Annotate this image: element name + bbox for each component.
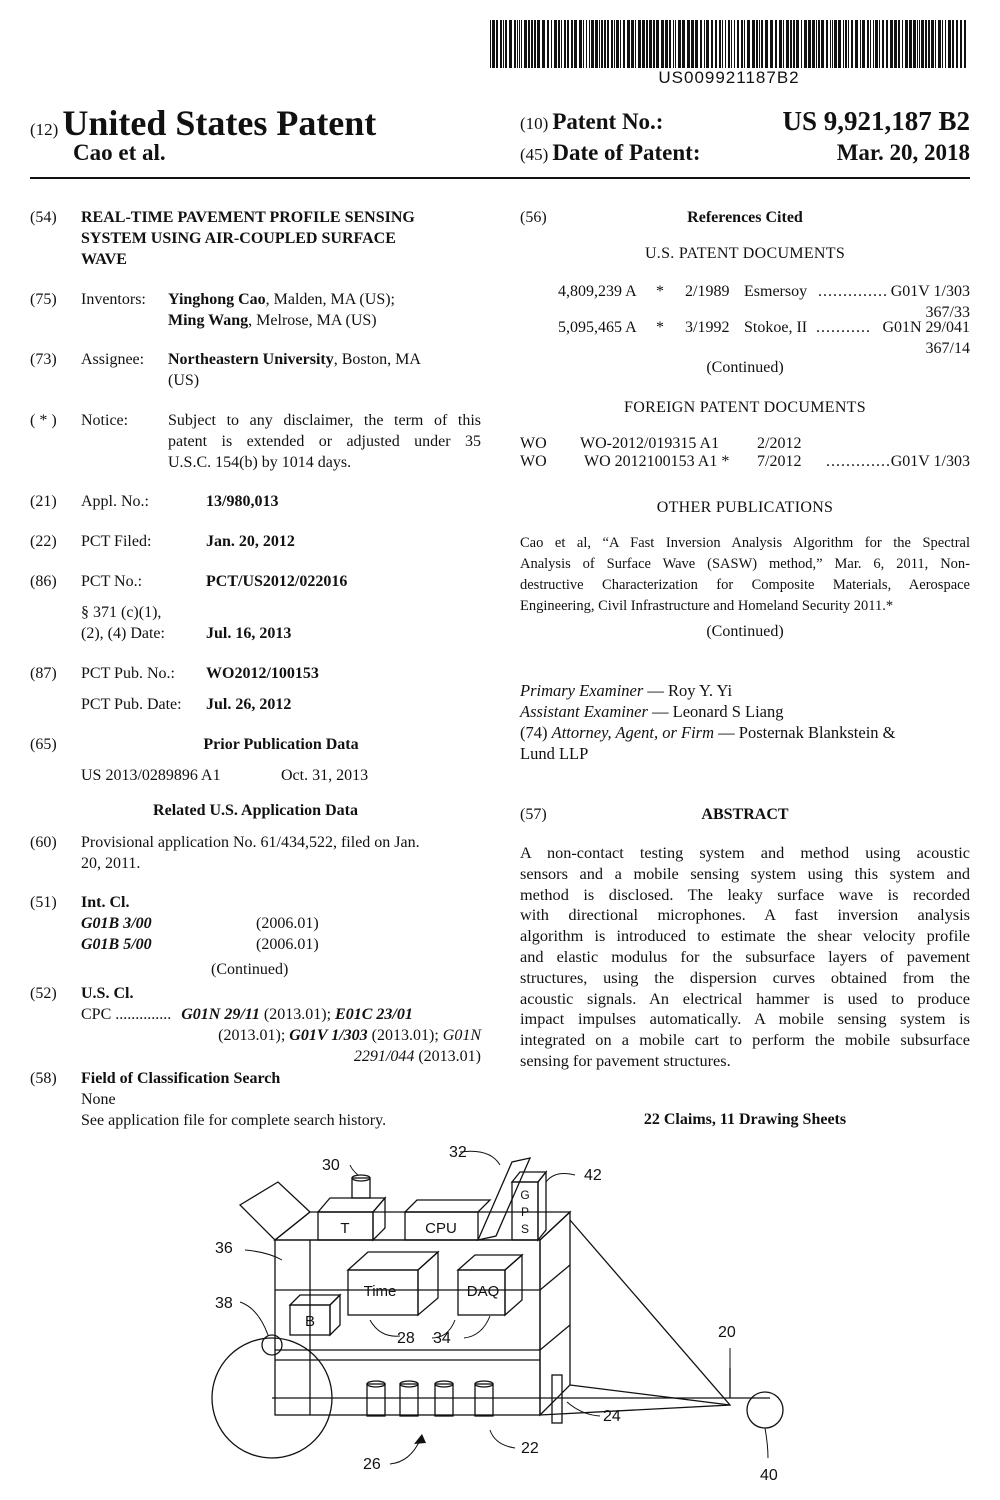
assistant-examiner: — Leonard S Liang [647,702,784,721]
refs-continued: (Continued) [706,359,784,376]
intcl-class: G01B 5/00 [81,936,152,953]
abstract-line: algorithm is introduced to estimate the shear velocity profile [520,926,970,946]
abstract-line: with directional microphones. A fast inversion analysis [520,905,970,925]
abstract-line: integrated on a mobile cart to perform the mobile subsurface [520,1030,970,1050]
claims-summary: 22 Claims, 11 Drawing Sheets [643,1111,847,1128]
attorney-label: Attorney, Agent, or Firm [551,723,715,742]
ref-34: 34 [433,1330,451,1347]
abstract-line: sensors and a mobile sensing system using this system and [520,863,970,883]
b-box-top [290,1295,340,1305]
provisional-code: (60) [30,834,57,851]
gps-box-top [512,1172,546,1182]
notice-code: ( * ) [30,412,57,429]
kind-title: United States Patent [62,103,377,143]
ref-22: 22 [521,1440,539,1457]
barcode-number: US009921187B2 [658,68,800,87]
abstract-heading: ABSTRACT [701,806,789,823]
pct-no-label: PCT No.: [81,573,143,590]
prior-code: (65) [30,736,57,753]
notice-line: Subject to any disclaimer, the term of this [168,412,481,429]
patent-figure [200,1140,800,1490]
cpc-line-2 [81,1025,481,1046]
time-label: Time [363,1283,397,1300]
inventors-short: Cao et al. [73,140,166,165]
title-line: WAVE [81,251,127,268]
abstract-line: method is disclosed. The leaky surface wave is recorded [520,884,970,904]
inventors-code: (75) [30,291,57,308]
cpc-version: (2013.01); [259,1006,336,1023]
date-code: (45) [520,145,549,164]
inventors-value [168,289,395,331]
us-doc-number: 5,095,465 A [558,319,637,336]
other-pubs-line: Engineering, Civil Infrastructure and Homeland Security 2011.* [520,598,894,614]
abstract-line: acoustic signals. An electrical hammer is used to produce [520,988,970,1008]
pct-pub-number: WO2012/100153 [206,665,319,682]
date-label: Date of Patent: [552,140,701,165]
ref-38: 38 [215,1295,233,1312]
related-heading: Related U.S. Application Data [153,802,358,819]
inventor-name: Ming Wang [168,312,249,329]
intcl-class: G01B 3/00 [81,915,152,932]
patent-no-label: Patent No.: [552,109,664,134]
title-line: SYSTEM USING AIR-COUPLED SURFACE [81,230,396,247]
other-pubs-heading: OTHER PUBLICATIONS [656,499,834,516]
leader-lines [240,1151,768,1464]
assignee-name: Northeastern University [168,351,334,368]
other-pubs-line: destructive Characterization for Composite Materials, Aerospace [520,577,970,593]
ref-42: 42 [584,1167,602,1184]
primary-examiner: — Roy Y. Yi [643,681,733,700]
gps-label-s: S [520,1222,530,1236]
foreign-doc-country: WO [520,453,547,470]
foreign-doc-date: 2/2012 [757,435,802,452]
daq-box-side [505,1255,522,1315]
barcode [490,20,968,68]
ref-24: 24 [603,1408,621,1425]
s371-label: § 371 (c)(1), [81,604,162,621]
us-doc-class: G01V 1/303 [890,283,970,300]
abstract-line: impact impulses automatically. A mobile sensing system is [520,1009,970,1029]
cart-side-line [540,1265,570,1290]
pct-pub-label: PCT Pub. No.: [81,665,175,682]
cpc-version: (2013.01); [218,1027,290,1044]
appl-code: (21) [30,493,57,510]
cpc-class: G01N 29/11 [181,1006,260,1023]
other-pubs-text [520,533,970,617]
header-rule [30,177,970,179]
other-pubs-continued: (Continued) [706,623,784,640]
inventor-name: Yinghong Cao [168,291,266,308]
cpc-version: (2013.01) [414,1048,481,1065]
t-box-side [373,1198,385,1240]
us-doc-date: 3/1992 [685,319,730,336]
uscl-label: U.S. Cl. [81,985,134,1002]
inventor-location: , Melrose, MA (US) [248,312,377,329]
abstract-line: A non-contact testing system and method using acoustic [520,843,970,862]
ref-40: 40 [760,1467,778,1484]
inventor-location: , Malden, MA (US); [265,291,395,308]
assistant-examiner-label: Assistant Examiner [520,702,648,721]
pct-number: PCT/US2012/022016 [206,573,348,590]
kind-code: (12) [30,120,59,139]
foreign-doc-class: G01V 1/303 [890,453,970,470]
pct-pub-date: Jul. 26, 2012 [206,696,292,713]
cpu-box-top [405,1200,490,1212]
inventors-label: Inventors: [81,291,146,308]
us-doc-star: * [656,319,664,336]
daq-box-top [458,1255,522,1270]
abstract-line: sensing for pavement structures. [520,1050,731,1070]
other-pubs-line: Analysis of Surface Wave (SASW) method,” Mar. 6, 2011, Non- [520,556,970,572]
cpc-label: CPC .............. [81,1006,172,1023]
tow-bar-line [570,1385,730,1405]
us-doc-name: Esmersoy [744,283,808,300]
date-line [520,140,970,166]
appl-number: 13/980,013 [206,493,279,510]
field-note: See application file for complete search history. [81,1112,387,1129]
provisional-line: 20, 2011. [81,855,141,872]
ref-28: 28 [397,1330,415,1347]
cart-side-line [540,1325,570,1350]
time-box-top [348,1252,438,1270]
prior-heading: Prior Publication Data [203,736,359,753]
assignee-country: (US) [168,372,200,389]
pct-filed-code: (22) [30,533,57,550]
abstract-text [520,843,970,1072]
refs-heading: References Cited [687,209,803,226]
us-doc-row: 4,809,239 A * 2/1989 Esmersoy .............. G01V 1/303 367/33 [558,283,970,321]
appl-label: Appl. No.: [81,493,149,510]
refs-code: (56) [520,209,547,226]
intcl-version: (2006.01) [256,936,319,953]
notice-line: patent is extended or adjusted under 35 [168,433,481,450]
cpc-class: 2291/044 [353,1048,415,1065]
gps-label-p: P [520,1205,530,1219]
s371-label-2: (2), (4) Date: [81,625,165,642]
ref-26: 26 [363,1456,381,1473]
ref-32: 32 [449,1144,467,1161]
us-doc-row: 5,095,465 A * 3/1992 Stokoe, II ........... G01N 29/041 367/14 [558,319,970,357]
abstract-code: (57) [520,806,547,823]
attorney: — Posternak Blankstein & [714,723,896,742]
attorney-code: (74) [520,723,552,742]
cpc-class: G01N [442,1027,481,1044]
us-doc-class-2: 367/14 [925,340,970,357]
intcl-version: (2006.01) [256,915,319,932]
prior-number: US 2013/0289896 A1 [81,767,221,784]
abstract-line: and elastic modulus for the subsurface layers of pavement [520,946,970,966]
us-doc-class: G01N 29/041 [882,319,970,336]
sensor-bar [552,1375,562,1423]
assignee-value [168,349,421,391]
lid-flap [240,1182,310,1240]
notice-text [168,410,481,473]
t-label: T [340,1220,350,1237]
b-box-side [330,1295,340,1335]
cpc-class: G01V 1/303 [289,1027,368,1044]
arrow-head [414,1434,426,1444]
us-doc-class-2: 367/33 [925,304,970,321]
intcl-continued: (Continued) [211,961,289,978]
patent-no-code: (10) [520,114,549,133]
prior-date: Oct. 31, 2013 [281,767,369,784]
assignee-label: Assignee: [81,351,145,368]
field-code: (58) [30,1070,57,1087]
pct-no-code: (86) [30,573,57,590]
pct-pub-code: (87) [30,665,57,682]
us-doc-star: * [656,283,664,300]
field-label: Field of Classification Search [81,1070,281,1087]
intcl-label: Int. Cl. [81,894,130,911]
foreign-doc-row: WO WO 2012100153 A1 * 7/2012 ............. G01V 1/303 [520,453,970,470]
cart-side [540,1212,570,1415]
gps-box-side [538,1172,546,1240]
examiners [520,680,970,764]
us-doc-name: Stokoe, II [744,319,808,336]
pct-filed-date: Jan. 20, 2012 [206,533,295,550]
notice-label: Notice: [81,412,129,429]
pct-pub-date-label: PCT Pub. Date: [81,696,182,713]
patent-no-line [520,106,970,136]
provisional-text [81,832,481,874]
ref-20: 20 [718,1324,736,1341]
primary-examiner-label: Primary Examiner [520,681,644,700]
cpc-version: (2013.01); [367,1027,443,1044]
field-value: None [81,1091,116,1108]
ref-30: 30 [322,1157,340,1174]
foreign-doc-number: WO 2012100153 A1 * [584,453,730,470]
attorney-2: Lund LLP [520,744,589,763]
cpc-line-3 [81,1046,481,1067]
cpc-class: E01C 23/01 [335,1006,413,1023]
intcl-code: (51) [30,894,57,911]
other-pubs-line: Cao et al, “A Fast Inversion Analysis Algorithm for the Spectral [520,535,970,551]
assignee-code: (73) [30,351,57,368]
abstract-line: structures, using the dispersion curves obtained from the [520,967,970,987]
pct-filed-label: PCT Filed: [81,533,152,550]
uscl-code: (52) [30,985,57,1002]
patent-number: US 9,921,187 B2 [782,106,970,136]
gps-label-g: G [520,1188,530,1202]
s371-date: Jul. 16, 2013 [206,625,292,642]
foreign-doc-number: WO-2012/019315 A1 [580,435,720,452]
kind-line [30,102,376,144]
time-box-side [418,1252,438,1315]
foreign-doc-country: WO [520,435,547,452]
us-docs-heading: U.S. PATENT DOCUMENTS [644,245,846,262]
ref-36: 36 [215,1240,233,1257]
cpc-line-1 [81,1004,481,1025]
notice-line: U.S.C. 154(b) by 1014 days. [168,454,352,471]
patent-title [81,207,415,270]
assignee-location: , Boston, MA [333,351,421,368]
b-label: B [304,1313,316,1330]
provisional-line: Provisional application No. 61/434,522, filed on Jan. [81,834,420,851]
daq-label: DAQ [466,1283,500,1300]
us-doc-date: 2/1989 [685,283,730,300]
us-doc-number: 4,809,239 A [558,283,637,300]
foreign-doc-date: 7/2012 [757,453,802,470]
cpu-label: CPU [425,1220,457,1237]
patent-date: Mar. 20, 2018 [836,140,970,165]
title-line: REAL-TIME PAVEMENT PROFILE SENSING [81,209,415,226]
title-code: (54) [30,209,57,226]
foreign-docs-heading: FOREIGN PATENT DOCUMENTS [624,399,866,416]
